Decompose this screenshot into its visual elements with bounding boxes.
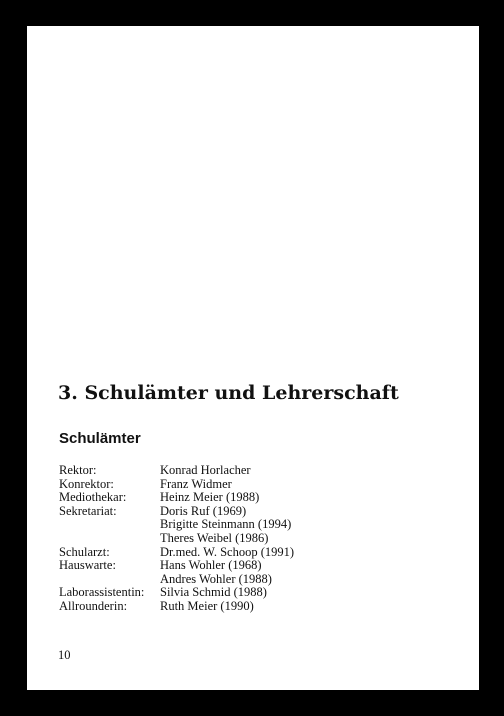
staff-row — [59, 491, 294, 505]
page-number: 10 — [58, 648, 71, 662]
staff-row — [59, 518, 294, 532]
staff-person: Doris Ruf (1969) — [160, 503, 247, 518]
document-page — [27, 26, 479, 690]
staff-row — [59, 505, 294, 519]
staff-row — [59, 586, 294, 600]
staff-row — [59, 464, 294, 478]
staff-person: Theres Weibel (1986) — [160, 530, 269, 545]
staff-row — [59, 478, 294, 492]
staff-person: Dr.med. W. Schoop (1991) — [160, 544, 295, 559]
staff-row — [59, 559, 294, 573]
staff-row — [59, 546, 294, 560]
section-heading: 3. Schulämter und Lehrerschaft — [58, 382, 399, 404]
staff-role: Rektor: — [59, 463, 97, 477]
staff-role: Laborassistentin: — [59, 585, 145, 600]
staff-row — [59, 573, 294, 587]
staff-row — [59, 532, 294, 546]
staff-list — [59, 464, 294, 614]
staff-person: Hans Wohler (1968) — [160, 558, 262, 573]
subheading: Schulämter — [59, 430, 141, 447]
staff-person: Silvia Schmid (1988) — [160, 585, 267, 600]
staff-person: Heinz Meier (1988) — [160, 490, 260, 505]
staff-role: Mediothekar: — [59, 490, 127, 505]
staff-row — [59, 600, 294, 614]
staff-person: Andres Wohler (1988) — [160, 571, 272, 586]
staff-person: Ruth Meier (1990) — [160, 598, 254, 613]
staff-person: Brigitte Steinmann (1994) — [160, 517, 292, 532]
staff-person: Franz Widmer — [160, 476, 232, 491]
staff-role: Allrounderin: — [59, 598, 128, 613]
staff-role: Schularzt: — [59, 544, 110, 559]
staff-person: Konrad Horlacher — [160, 463, 251, 477]
staff-role: Sekretariat: — [59, 503, 117, 518]
staff-role: Konrektor: — [59, 476, 114, 491]
staff-role: Hauswarte: — [59, 558, 116, 573]
